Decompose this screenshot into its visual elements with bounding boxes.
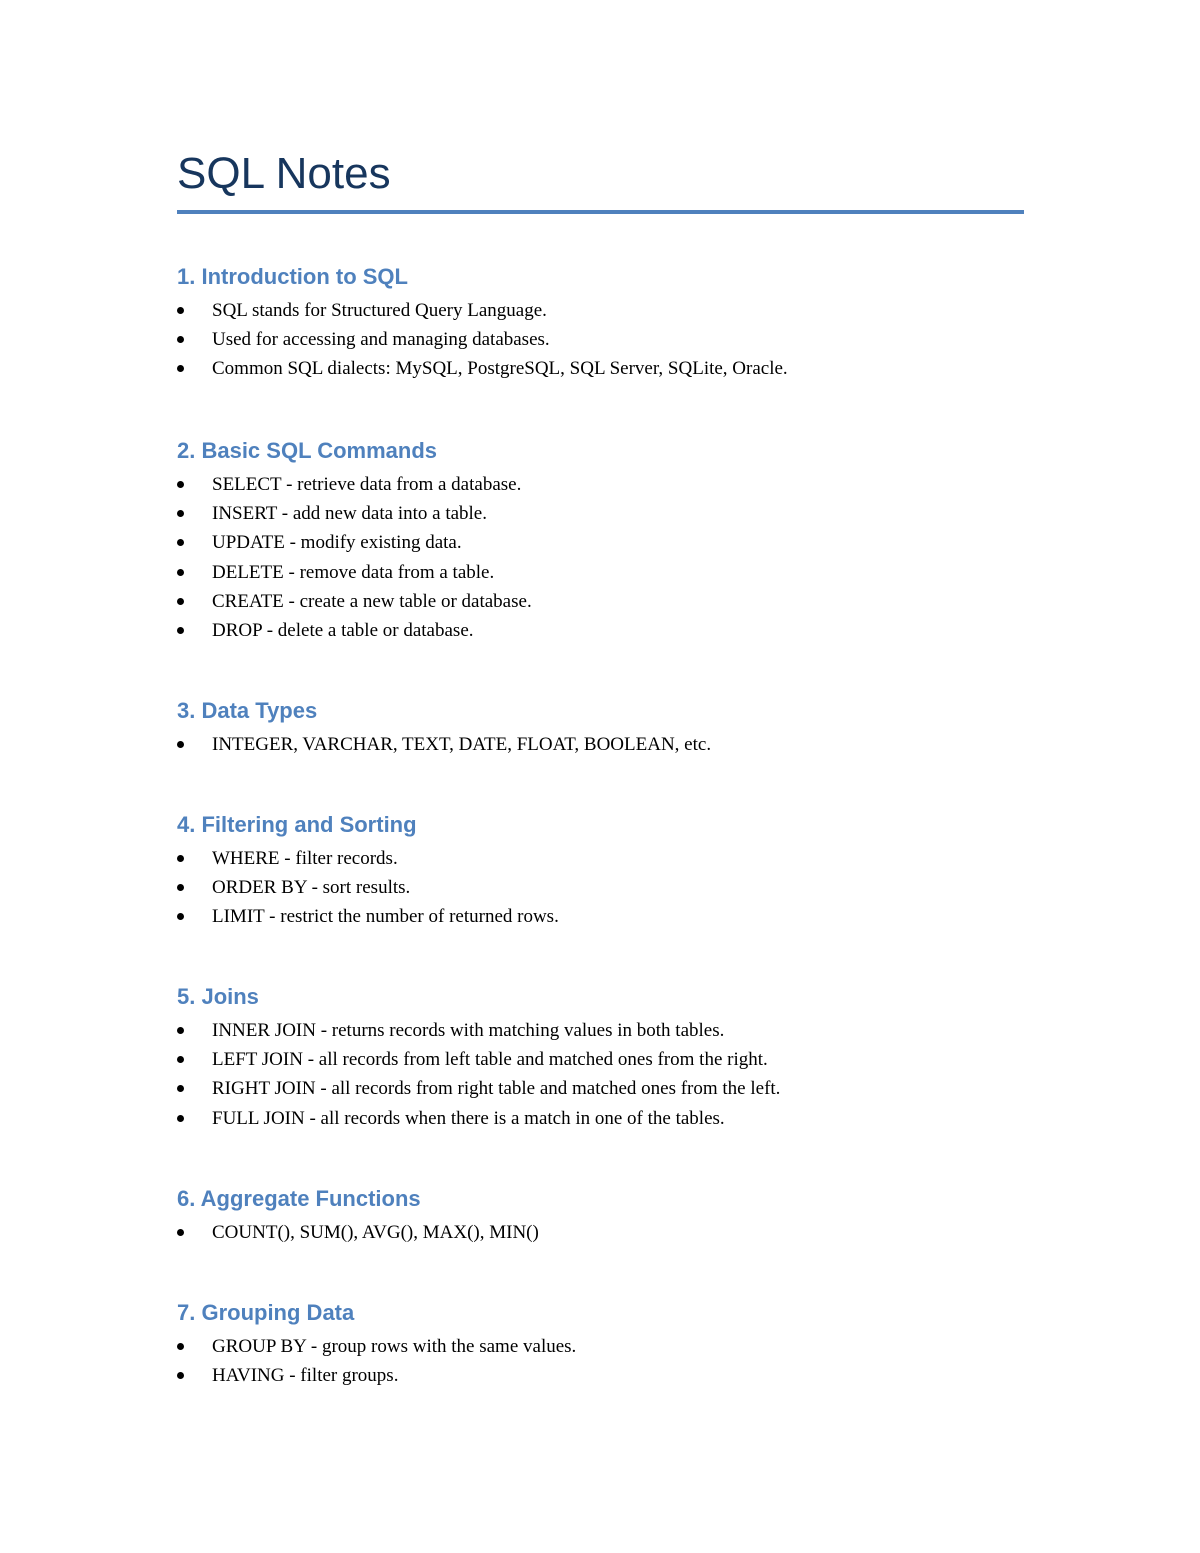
bullet-icon [177,365,184,372]
list-item [177,1218,1024,1247]
section-introduction [177,262,1024,384]
list-item [177,1074,1024,1103]
document-title: SQL Notes [177,149,391,198]
list-item-text: LEFT JOIN - all records from left table and matched ones from the right. [212,1049,768,1071]
bullet-icon [177,1115,184,1122]
list-item-text: UPDATE - modify existing data. [212,532,462,554]
bullet-icon [177,539,184,546]
bullet-list [177,1016,1024,1133]
list-item [177,616,1024,645]
list-item [177,499,1024,528]
list-item [177,844,1024,873]
section-heading: 4. Filtering and Sorting [177,812,417,837]
list-item [177,1045,1024,1074]
section-data-types [177,696,1024,759]
section-heading: 1. Introduction to SQL [177,264,408,289]
list-item [177,354,1024,383]
section-basic-commands [177,436,1024,645]
list-item [177,1361,1024,1390]
list-item-text: SELECT - retrieve data from a database. [212,474,522,495]
section-heading: 3. Data Types [177,698,318,723]
bullet-icon [177,1372,184,1379]
list-item [177,902,1024,931]
bullet-icon [177,510,184,517]
list-item-text: INSERT - add new data into a table. [212,503,487,525]
list-item [177,1016,1024,1045]
list-item-text: ORDER BY - sort results. [212,877,411,899]
list-item-text: INNER JOIN - returns records with matching values in both tables. [212,1020,725,1041]
list-item [177,470,1024,499]
bullet-icon [177,569,184,576]
section-heading: 7. Grouping Data [177,1300,355,1325]
list-item [177,1104,1024,1133]
section-heading: 2. Basic SQL Commands [177,438,438,463]
list-item [177,873,1024,902]
bullet-icon [177,1085,184,1092]
list-item [177,730,1024,759]
section-filtering-sorting [177,810,1024,932]
bullet-icon [177,741,184,748]
bullet-list [177,1218,1024,1247]
bullet-icon [177,1343,184,1350]
list-item-text: Used for accessing and managing databases. [212,329,550,351]
section-heading: 5. Joins [177,984,259,1009]
section-grouping-data [177,1298,1024,1390]
section-aggregate-functions [177,1184,1024,1247]
list-item-text: RIGHT JOIN - all records from right table and matched ones from the left. [212,1078,781,1100]
bullet-icon [177,627,184,634]
list-item-text: FULL JOIN - all records when there is a match in one of the tables. [212,1107,725,1129]
bullet-icon [177,336,184,343]
list-item-text: LIMIT - restrict the number of returned rows. [212,906,559,928]
bullet-list [177,470,1024,645]
bullet-icon [177,481,184,488]
list-item-text: DELETE - remove data from a table. [212,561,495,583]
list-item-text: SQL stands for Structured Query Language. [212,300,547,321]
list-item [177,296,1024,325]
list-item [177,587,1024,616]
bullet-icon [177,913,184,920]
bullet-list [177,730,1024,759]
bullet-list [177,844,1024,932]
list-item-text: CREATE - create a new table or database. [212,590,532,612]
list-item-text: WHERE - filter records. [212,848,398,869]
section-heading: 6. Aggregate Functions [177,1186,421,1211]
title-underline [177,210,1024,214]
section-joins [177,982,1024,1133]
bullet-icon [177,1229,184,1236]
bullet-icon [177,855,184,862]
bullet-icon [177,1056,184,1063]
bullet-icon [177,307,184,314]
bullet-list [177,1332,1024,1390]
list-item [177,325,1024,354]
list-item-text: INTEGER, VARCHAR, TEXT, DATE, FLOAT, BOOLEAN, etc. [212,734,712,755]
list-item [177,528,1024,557]
list-item-text: GROUP BY - group rows with the same values. [212,1336,577,1357]
list-item-text: DROP - delete a table or database. [212,619,474,641]
bullet-list [177,296,1024,384]
list-item [177,558,1024,587]
bullet-icon [177,884,184,891]
list-item-text: Common SQL dialects: MySQL, PostgreSQL, SQL Server, SQLite, Oracle. [212,358,788,380]
bullet-icon [177,598,184,605]
list-item [177,1332,1024,1361]
bullet-icon [177,1027,184,1034]
list-item-text: COUNT(), SUM(), AVG(), MAX(), MIN() [212,1222,539,1243]
list-item-text: HAVING - filter groups. [212,1365,399,1387]
